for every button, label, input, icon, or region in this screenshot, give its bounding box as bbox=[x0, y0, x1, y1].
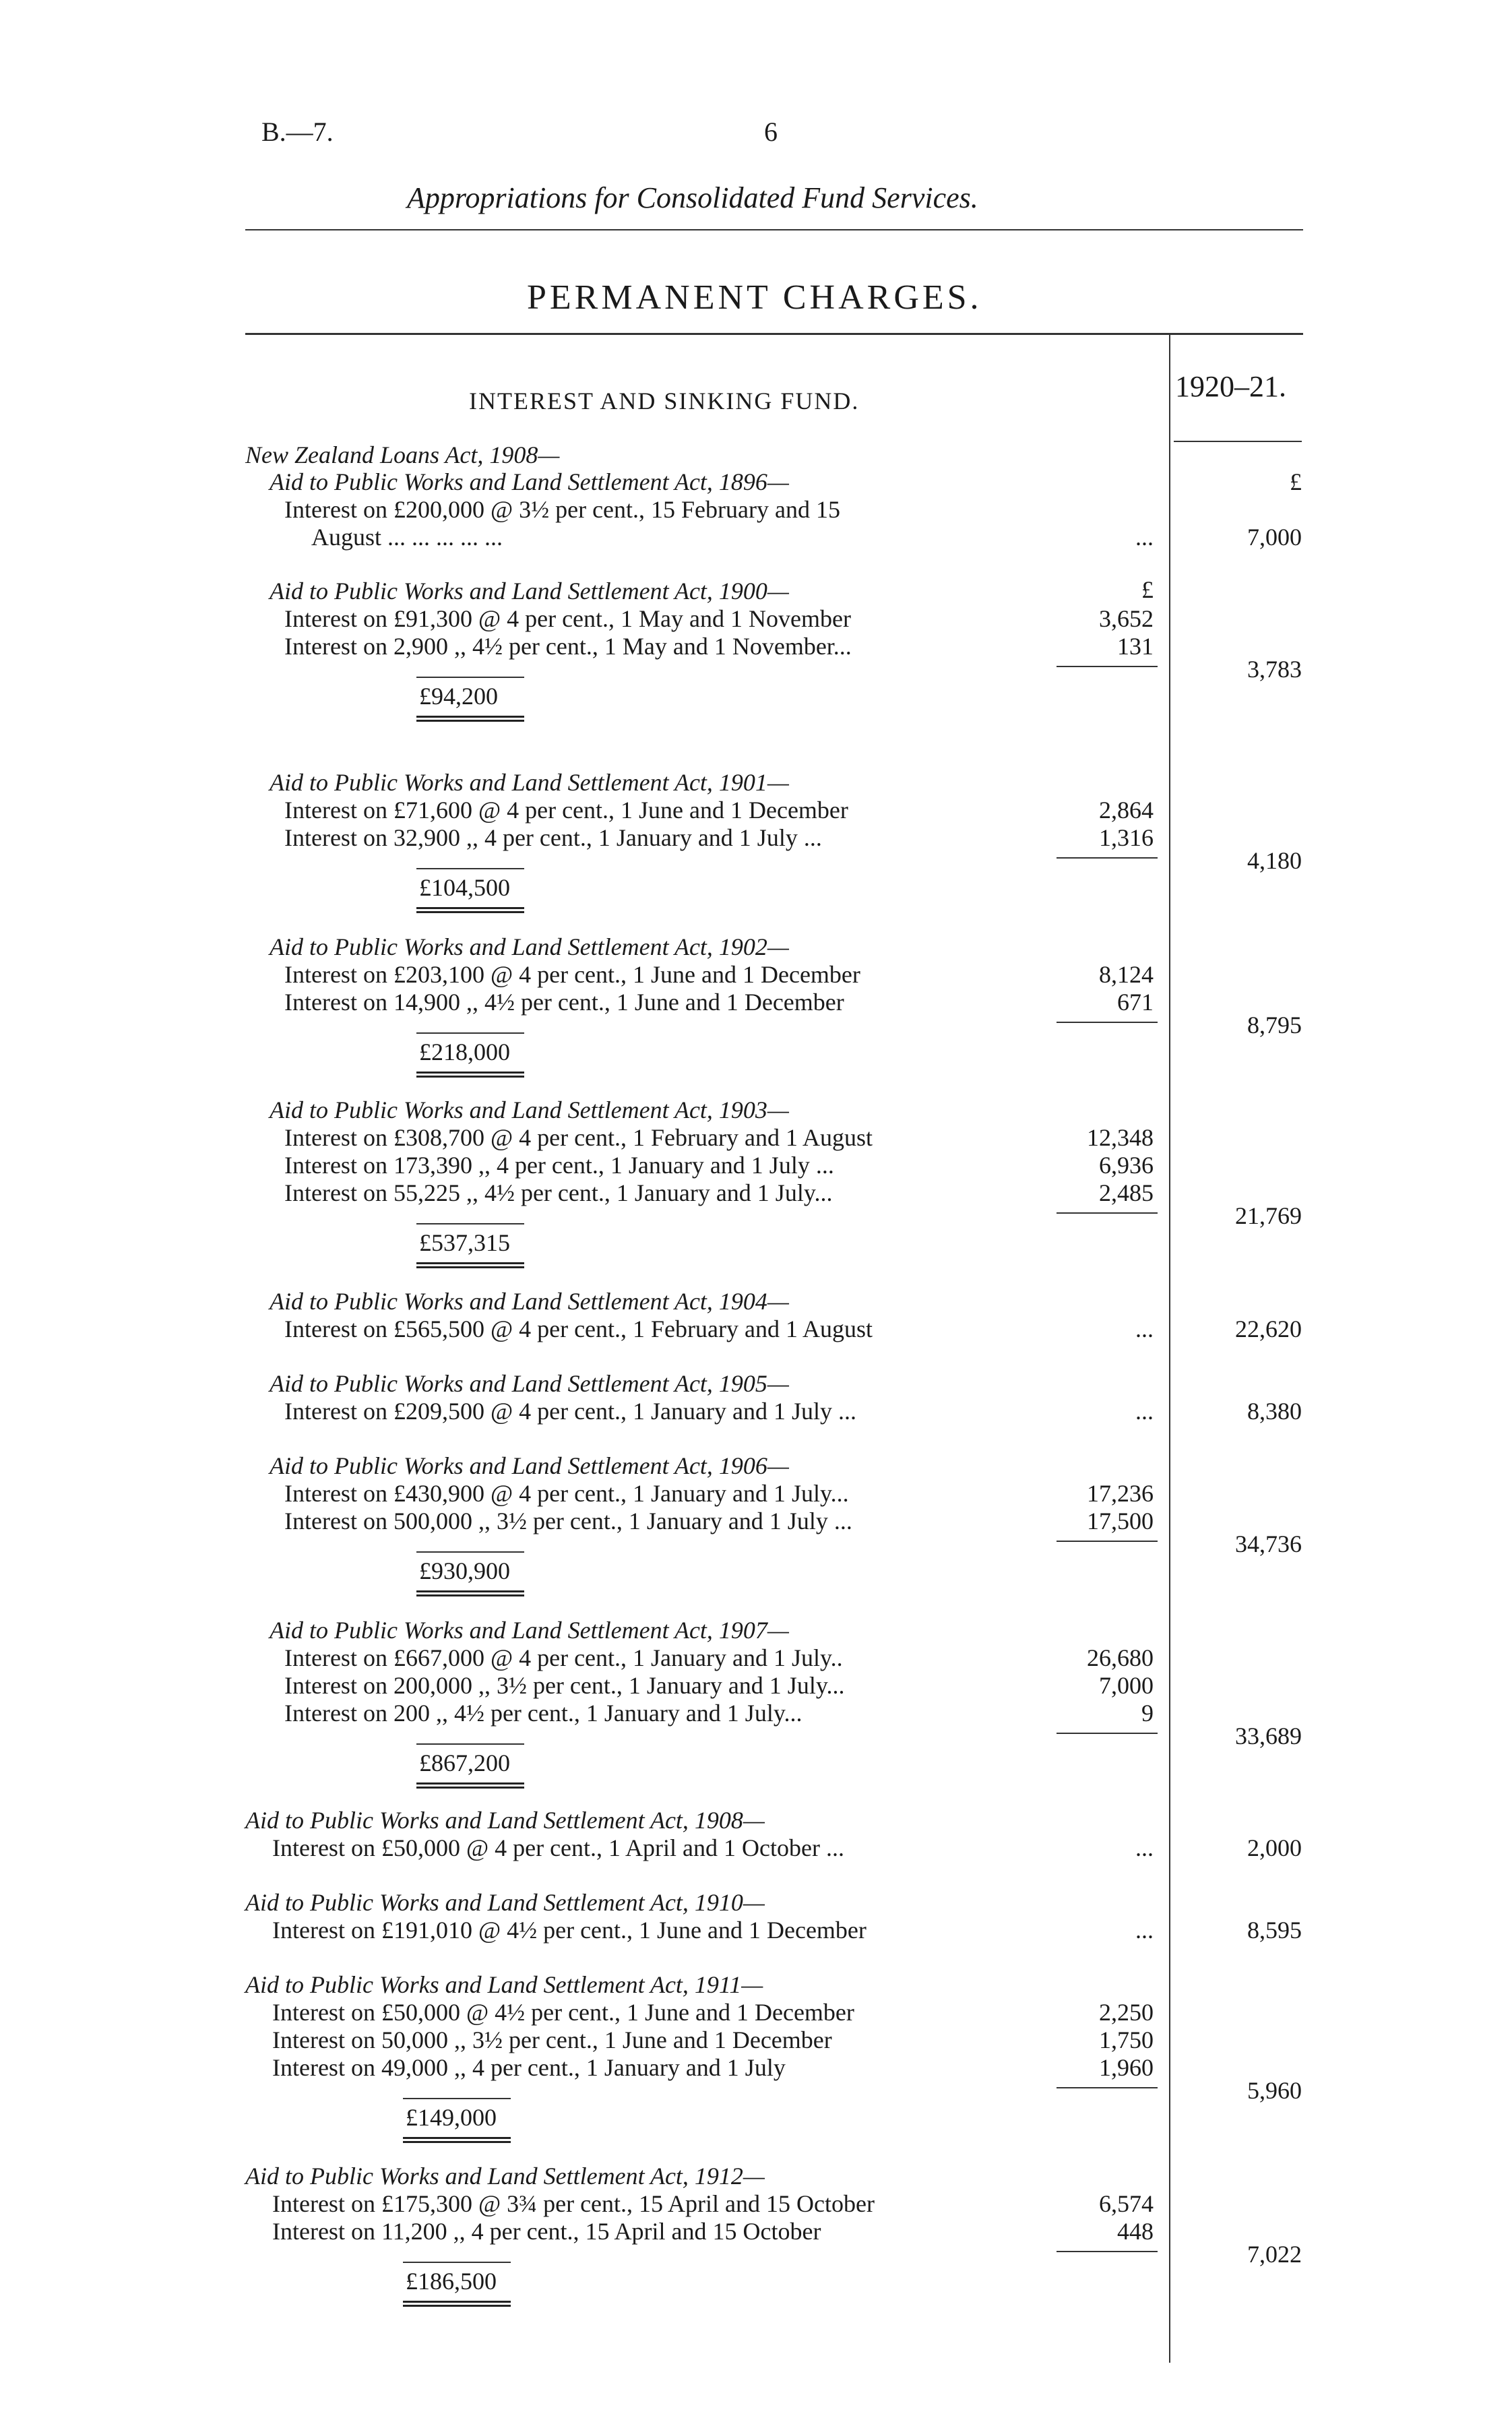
page-number: 6 bbox=[764, 117, 778, 147]
subtotal-value: 6,936 bbox=[1099, 1152, 1154, 1179]
subtotal-value: 448 bbox=[1117, 2218, 1154, 2245]
subtotal-value: ... bbox=[1135, 1917, 1154, 1944]
act-title: New Zealand Loans Act, 1908— bbox=[245, 441, 560, 468]
pound-symbol-right: £ bbox=[1290, 468, 1302, 495]
interest-line: August ... ... ... ... ... bbox=[311, 524, 503, 551]
year-amount: 8,595 bbox=[1247, 1917, 1302, 1944]
total-double-rule bbox=[416, 1782, 524, 1789]
subtotal-value: ... bbox=[1135, 1398, 1154, 1425]
interest-line: Interest on 500,000 ,, 3½ per cent., 1 January and 1 July ... bbox=[284, 1508, 852, 1534]
group-heading: Aid to Public Works and Land Settlement Act, 1907— bbox=[270, 1617, 789, 1644]
year-amount: 8,795 bbox=[1247, 1012, 1302, 1038]
subtotal-value: 7,000 bbox=[1099, 1672, 1154, 1699]
total-double-rule bbox=[403, 2137, 511, 2143]
document-reference: B.—7. bbox=[261, 117, 334, 147]
total-top-rule bbox=[416, 1223, 524, 1224]
subtotal-value: 2,485 bbox=[1099, 1179, 1154, 1206]
page-title: PERMANENT CHARGES. bbox=[527, 278, 982, 317]
principal-total: £867,200 bbox=[419, 1749, 510, 1776]
subtotal-value: ... bbox=[1135, 1315, 1154, 1342]
total-double-rule bbox=[416, 716, 524, 722]
principal-total: £537,315 bbox=[419, 1229, 510, 1256]
subtotal-value: 131 bbox=[1117, 633, 1154, 660]
interest-line: Interest on 50,000 ,, 3½ per cent., 1 June and 1 December bbox=[272, 2026, 832, 2053]
total-double-rule bbox=[416, 907, 524, 913]
principal-total: £930,900 bbox=[419, 1557, 510, 1584]
year-amount: 2,000 bbox=[1247, 1834, 1302, 1861]
group-heading: Aid to Public Works and Land Settlement Act, 1903— bbox=[270, 1096, 789, 1123]
group-heading: Aid to Public Works and Land Settlement Act, 1912— bbox=[245, 2163, 765, 2190]
total-double-rule bbox=[416, 1590, 524, 1596]
interest-line: Interest on £565,500 @ 4 per cent., 1 February and 1 August bbox=[284, 1315, 873, 1342]
group-heading: Aid to Public Works and Land Settlement Act, 1906— bbox=[270, 1452, 789, 1479]
interest-line: Interest on 32,900 ,, 4 per cent., 1 January and 1 July ... bbox=[284, 824, 822, 851]
subtotal-value: 8,124 bbox=[1099, 961, 1154, 988]
group-heading: Aid to Public Works and Land Settlement Act, 1911— bbox=[245, 1971, 763, 1998]
group-heading: Aid to Public Works and Land Settlement Act, 1902— bbox=[270, 933, 789, 960]
subtotal-value: 26,680 bbox=[1087, 1644, 1154, 1671]
year-amount: 22,620 bbox=[1235, 1315, 1302, 1342]
group-heading: Aid to Public Works and Land Settlement Act, 1900— bbox=[270, 578, 789, 604]
title-rule bbox=[245, 333, 1303, 335]
year-amount: 5,960 bbox=[1247, 2077, 1302, 2104]
total-top-rule bbox=[416, 1032, 524, 1034]
total-double-rule bbox=[403, 2301, 511, 2307]
total-top-rule bbox=[416, 1743, 524, 1745]
interest-line: Interest on £91,300 @ 4 per cent., 1 May and 1 November bbox=[284, 605, 851, 632]
total-top-rule bbox=[416, 677, 524, 678]
section-heading: INTEREST AND SINKING FUND. bbox=[469, 387, 860, 414]
year-amount: 8,380 bbox=[1247, 1398, 1302, 1425]
subtotal-rule bbox=[1057, 666, 1158, 667]
year-header-rule bbox=[1174, 441, 1302, 442]
subtitle-rule bbox=[245, 229, 1303, 230]
principal-total: £149,000 bbox=[406, 2104, 497, 2131]
interest-line: Interest on 11,200 ,, 4 per cent., 15 April and 15 October bbox=[272, 2218, 821, 2245]
interest-line: Interest on £191,010 @ 4½ per cent., 1 June and 1 December bbox=[272, 1917, 867, 1944]
year-amount: 7,022 bbox=[1247, 2241, 1302, 2268]
interest-line: Interest on 2,900 ,, 4½ per cent., 1 May and 1 November... bbox=[284, 633, 852, 660]
subtotal-value: 1,750 bbox=[1099, 2026, 1154, 2053]
pound-symbol-mid: £ bbox=[1141, 576, 1154, 603]
interest-line: Interest on 200 ,, 4½ per cent., 1 January and 1 July... bbox=[284, 1700, 802, 1727]
subtotal-rule bbox=[1057, 2251, 1158, 2252]
group-heading: Aid to Public Works and Land Settlement Act, 1908— bbox=[245, 1807, 765, 1834]
subtotal-value: 3,652 bbox=[1099, 605, 1154, 632]
year-amount: 4,180 bbox=[1247, 847, 1302, 874]
interest-line: Interest on £203,100 @ 4 per cent., 1 June and 1 December bbox=[284, 961, 860, 988]
year-column-header: 1920–21. bbox=[1175, 370, 1286, 403]
subtotal-value: ... bbox=[1135, 524, 1154, 551]
subtotal-value: 2,250 bbox=[1099, 1999, 1154, 2026]
group-heading: Aid to Public Works and Land Settlement Act, 1905— bbox=[270, 1370, 789, 1397]
interest-line: Interest on £667,000 @ 4 per cent., 1 January and 1 July.. bbox=[284, 1644, 843, 1671]
total-double-rule bbox=[416, 1262, 524, 1268]
page-subtitle: Appropriations for Consolidated Fund Services. bbox=[407, 181, 978, 214]
total-double-rule bbox=[416, 1072, 524, 1078]
interest-line: Interest on 200,000 ,, 3½ per cent., 1 January and 1 July... bbox=[284, 1672, 845, 1699]
total-top-rule bbox=[416, 868, 524, 869]
subtotal-value: 17,500 bbox=[1087, 1508, 1154, 1534]
principal-total: £94,200 bbox=[419, 683, 498, 710]
subtotal-value: 6,574 bbox=[1099, 2190, 1154, 2217]
subtotal-value: 671 bbox=[1117, 989, 1154, 1016]
principal-total: £186,500 bbox=[406, 2268, 497, 2295]
principal-total: £104,500 bbox=[419, 874, 510, 901]
subtotal-value: 1,960 bbox=[1099, 2054, 1154, 2081]
interest-line: Interest on £50,000 @ 4½ per cent., 1 June and 1 December bbox=[272, 1999, 854, 2026]
interest-line: Interest on £50,000 @ 4 per cent., 1 April and 1 October ... bbox=[272, 1834, 844, 1861]
subtotal-value: 17,236 bbox=[1087, 1480, 1154, 1507]
interest-line: Interest on £175,300 @ 3¾ per cent., 15 April and 15 October bbox=[272, 2190, 875, 2217]
interest-line: Interest on 49,000 ,, 4 per cent., 1 January and 1 July bbox=[272, 2054, 786, 2081]
subtotal-rule bbox=[1057, 1022, 1158, 1023]
year-amount: 21,769 bbox=[1235, 1202, 1302, 1229]
subtotal-rule bbox=[1057, 1733, 1158, 1734]
total-top-rule bbox=[403, 2098, 511, 2099]
group-heading: Aid to Public Works and Land Settlement Act, 1910— bbox=[245, 1889, 765, 1916]
column-divider bbox=[1169, 334, 1170, 2363]
principal-total: £218,000 bbox=[419, 1038, 510, 1065]
group-heading: Aid to Public Works and Land Settlement Act, 1904— bbox=[270, 1288, 789, 1315]
subtotal-value: ... bbox=[1135, 1834, 1154, 1861]
year-amount: 33,689 bbox=[1235, 1723, 1302, 1749]
subtotal-rule bbox=[1057, 857, 1158, 859]
total-top-rule bbox=[416, 1551, 524, 1553]
subtotal-value: 9 bbox=[1141, 1700, 1154, 1727]
subtotal-rule bbox=[1057, 1212, 1158, 1214]
interest-line: Interest on £200,000 @ 3½ per cent., 15 February and 15 bbox=[284, 496, 840, 523]
interest-line: Interest on 55,225 ,, 4½ per cent., 1 January and 1 July... bbox=[284, 1179, 833, 1206]
year-amount: 7,000 bbox=[1247, 524, 1302, 551]
interest-line: Interest on 14,900 ,, 4½ per cent., 1 June and 1 December bbox=[284, 989, 844, 1016]
interest-line: Interest on £308,700 @ 4 per cent., 1 February and 1 August bbox=[284, 1124, 873, 1151]
subtotal-value: 1,316 bbox=[1099, 824, 1154, 851]
year-amount: 34,736 bbox=[1235, 1530, 1302, 1557]
interest-line: Interest on £430,900 @ 4 per cent., 1 January and 1 July... bbox=[284, 1480, 849, 1507]
subtotal-value: 12,348 bbox=[1087, 1124, 1154, 1151]
interest-line: Interest on £71,600 @ 4 per cent., 1 June and 1 December bbox=[284, 797, 848, 824]
group-heading: Aid to Public Works and Land Settlement Act, 1896— bbox=[270, 468, 789, 495]
total-top-rule bbox=[403, 2262, 511, 2263]
subtotal-rule bbox=[1057, 2087, 1158, 2088]
interest-line: Interest on £209,500 @ 4 per cent., 1 January and 1 July ... bbox=[284, 1398, 856, 1425]
subtotal-rule bbox=[1057, 1541, 1158, 1542]
year-amount: 3,783 bbox=[1247, 656, 1302, 683]
interest-line: Interest on 173,390 ,, 4 per cent., 1 January and 1 July ... bbox=[284, 1152, 834, 1179]
group-heading: Aid to Public Works and Land Settlement Act, 1901— bbox=[270, 769, 789, 796]
subtotal-value: 2,864 bbox=[1099, 797, 1154, 824]
